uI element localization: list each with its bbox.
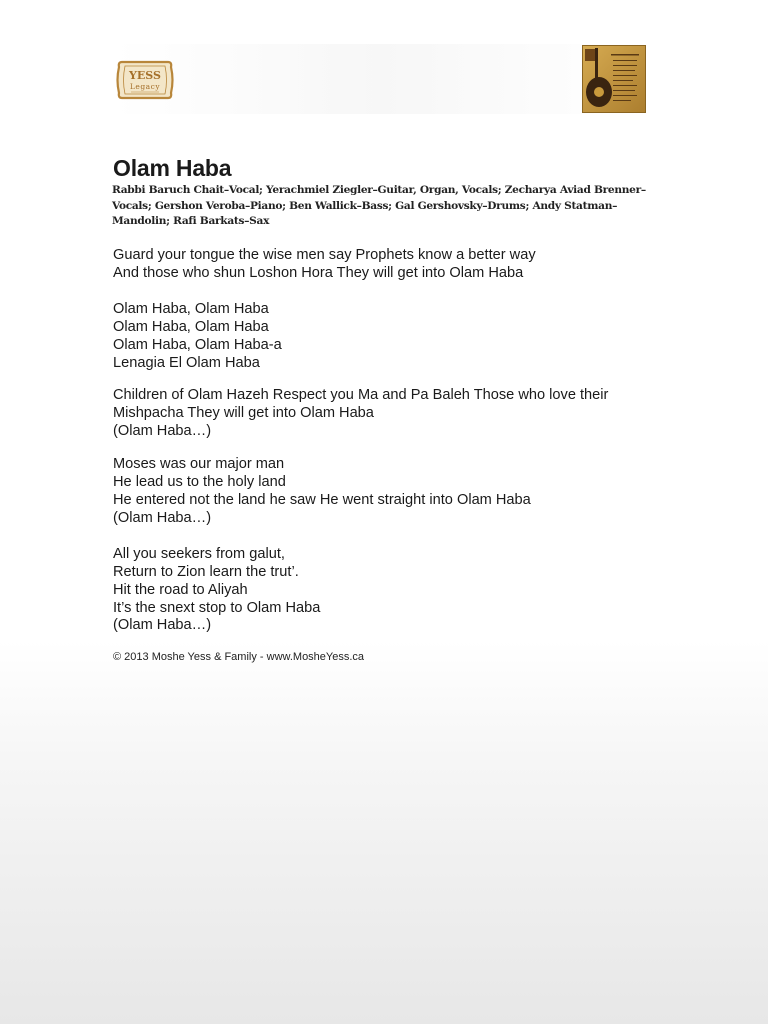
lyric-line: Moses was our major man <box>113 456 285 473</box>
lyric-line: And those who shun Loshon Hora They will get into Olam Haba <box>113 264 524 281</box>
lyrics-chorus <box>113 301 673 373</box>
lyric-line: Guard your tongue the wise men say Prophets know a better way <box>113 247 536 263</box>
logo-text-bottom: Legacy <box>129 82 161 91</box>
lyric-line: Olam Haba, Olam Haba <box>113 318 269 335</box>
album-cover-image <box>582 45 646 113</box>
lyric-line: It’s the snext stop to Olam Haba <box>113 599 321 616</box>
lyrics-body <box>113 247 673 650</box>
lyric-line: He lead us to the holy land <box>113 474 286 491</box>
lyrics-stanza-1 <box>113 247 673 283</box>
lyric-line: (Olam Haba…) <box>113 509 212 526</box>
lyric-line: Children of Olam Hazeh Respect you Ma and Pa Baleh Those who love their <box>113 387 609 404</box>
lyric-line: Return to Zion learn the trut’. <box>113 563 299 580</box>
song-credits: Rabbi Baruch Chait–Vocal; Yerachmiel Ziegler–Guitar, Organ, Vocals; Zecharya Aviad Brenner–Vocals; Gershon Veroba–Piano; Ben Wallick–Bass; Gal Gershovsky–Drums; Andy Statman–Mandolin; Rafi Barkats–Sax <box>112 184 646 227</box>
yess-legacy-logo <box>116 58 174 102</box>
lyrics-stanza-3 <box>113 387 673 441</box>
copyright-footer: © 2013 Moshe Yess & Family - www.MosheYess.ca <box>113 651 365 663</box>
lyric-line: Lenagia El Olam Haba <box>113 354 260 371</box>
lyric-line: Olam Haba, Olam Haba <box>113 300 269 317</box>
lyrics-stanza-5 <box>113 546 673 636</box>
lyric-line: Mishpacha They will get into Olam Haba <box>113 405 374 422</box>
song-title: Olam Haba <box>113 155 232 181</box>
lyric-line: Olam Haba, Olam Haba-a <box>113 336 282 353</box>
lyric-line: (Olam Haba…) <box>113 617 212 634</box>
logo-text-top: YESS <box>129 69 161 82</box>
header-band <box>113 44 648 114</box>
lyrics-stanza-4 <box>113 456 673 528</box>
lyric-line: Hit the road to Aliyah <box>113 581 248 598</box>
lyric-line: (Olam Haba…) <box>113 423 212 440</box>
lyric-line: All you seekers from galut, <box>113 545 285 562</box>
lyric-line: He entered not the land he saw He went straight into Olam Haba <box>113 491 531 508</box>
